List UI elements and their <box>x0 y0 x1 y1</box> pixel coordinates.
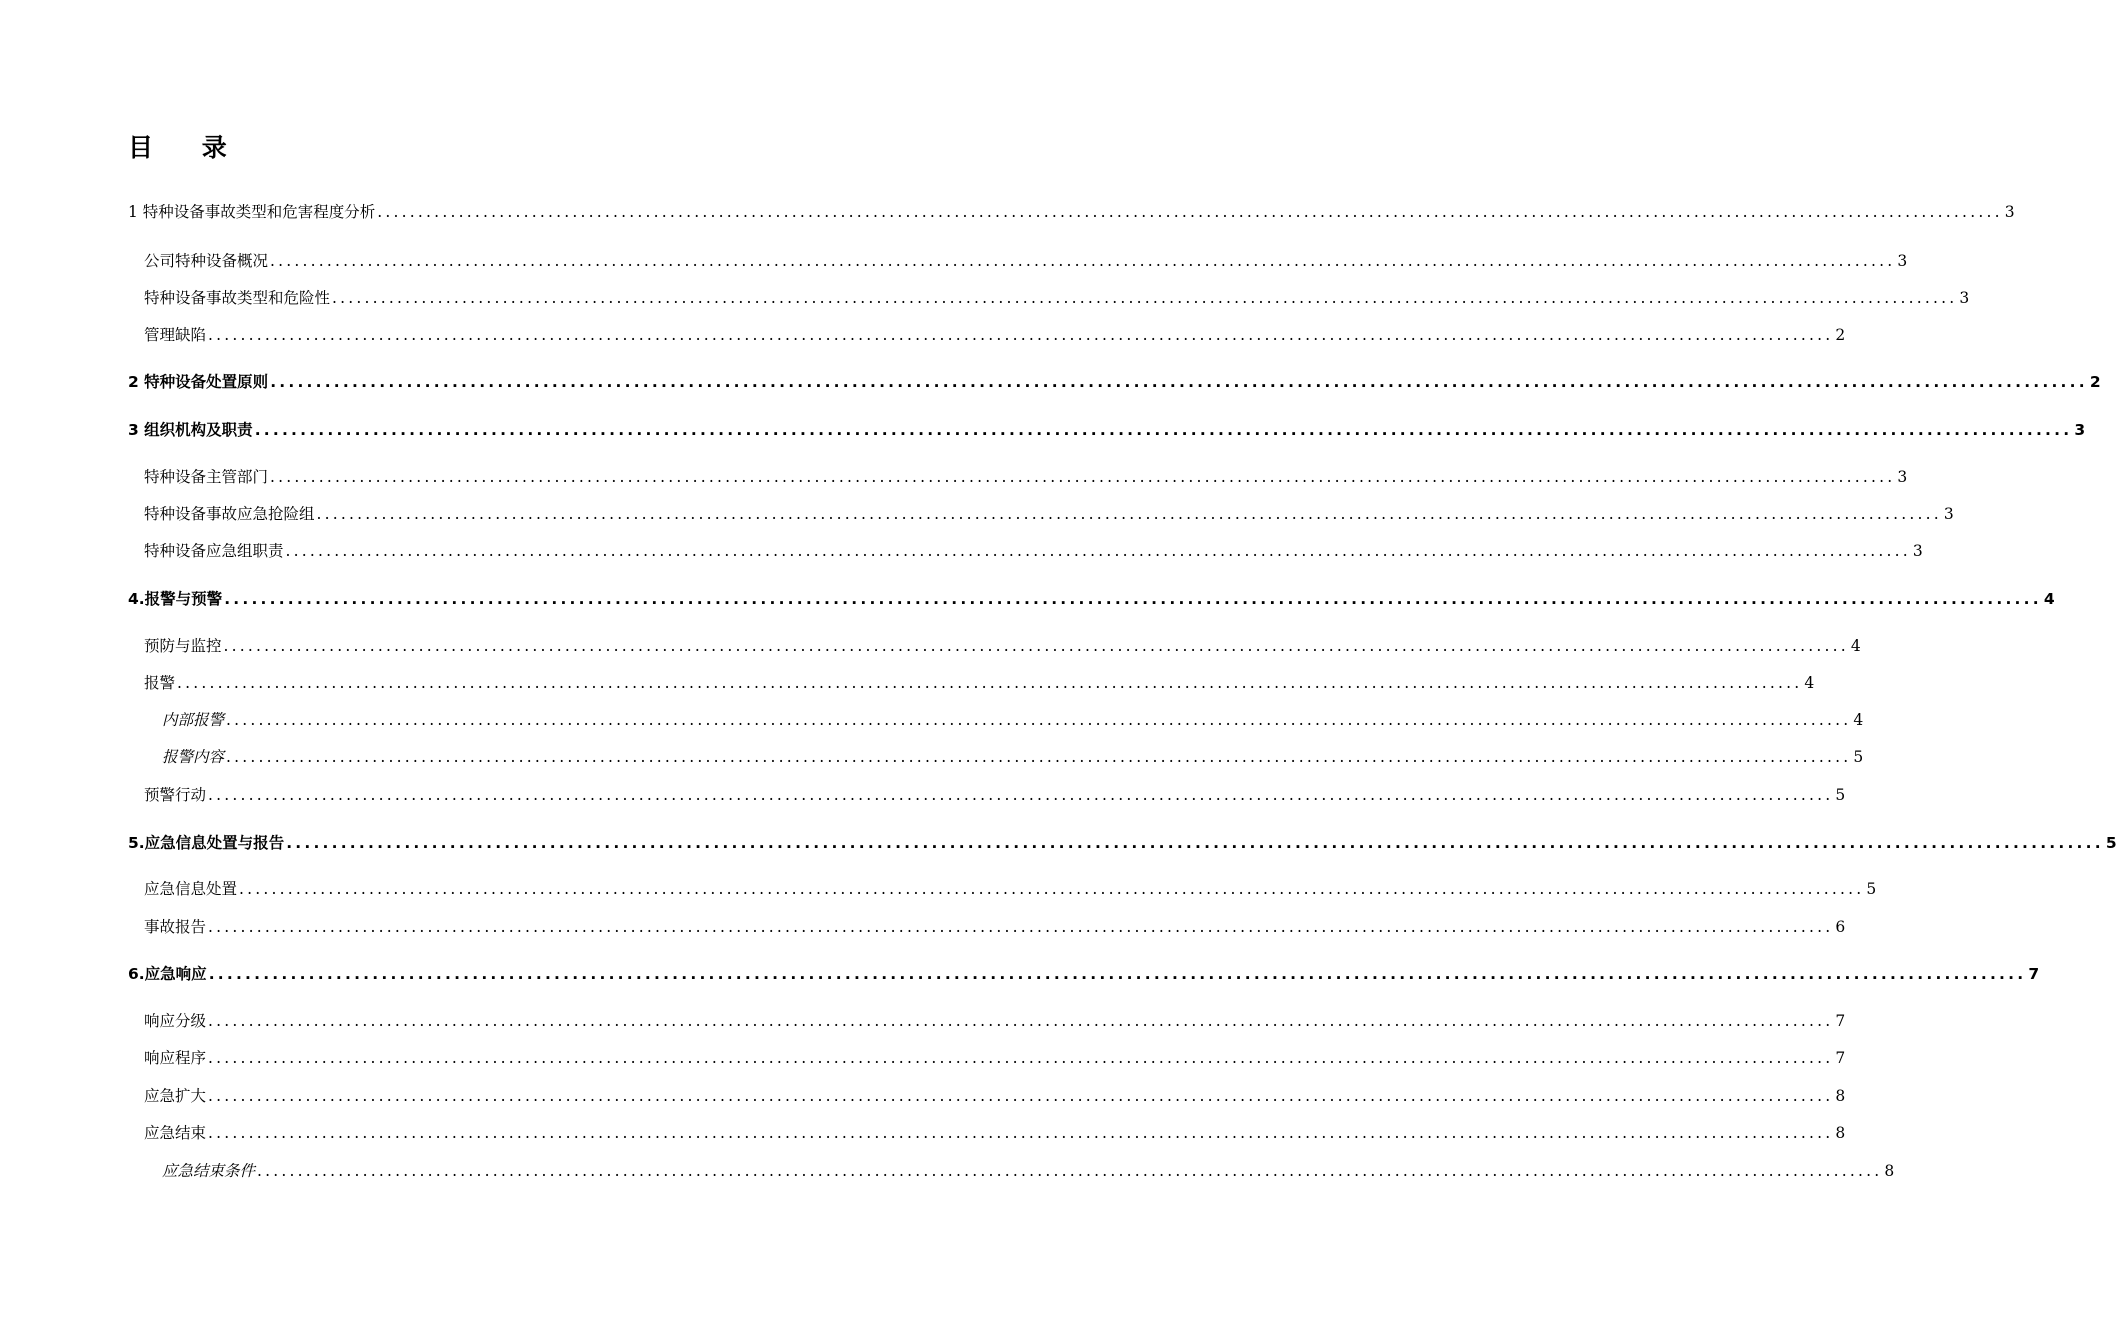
toc-entry-text: 4.报警与预警 <box>128 590 223 608</box>
toc-page-number: 5 <box>1835 786 1846 804</box>
toc-entry-text: 应急结束 <box>144 1124 207 1142</box>
toc-page-number: 3 <box>1897 468 1908 486</box>
toc-entry-text: 1 特种设备事故类型和危害程度分析 <box>128 203 376 221</box>
toc-entry[interactable] <box>162 708 1864 732</box>
toc-entry[interactable] <box>144 671 1815 695</box>
toc-entry[interactable] <box>144 249 1908 273</box>
toc-entry[interactable] <box>144 915 1846 939</box>
toc-entry-text: 应急结束条件 <box>162 1162 256 1180</box>
toc-entry-text: 特种设备事故类型和危险性 <box>144 289 331 307</box>
toc-dot-leader: ........................................................................................................................................................................................................ <box>177 674 1803 692</box>
toc-page-number: 5 <box>1866 880 1877 898</box>
toc-dot-leader: ........................................................................................................................................................................................................ <box>377 203 2003 221</box>
toc-page-number: 2 <box>2089 373 2101 391</box>
toc-page-number: 8 <box>1835 1087 1846 1105</box>
toc-page-number: 3 <box>2004 203 2015 221</box>
toc-page-number: 3 <box>1912 542 1923 560</box>
toc-entry[interactable] <box>144 1009 1846 1033</box>
toc-dot-leader: ........................................................................................................................................................................................................ <box>270 468 1896 486</box>
toc-entry-text: 特种设备应急组职责 <box>144 542 284 560</box>
toc-entry[interactable] <box>144 539 1923 563</box>
toc-page-number: 3 <box>1897 252 1908 270</box>
toc-dot-leader: ........................................................................................................................................................................................................ <box>316 505 1942 523</box>
toc-dot-leader: ........................................................................................................................................................................................................ <box>286 834 2104 852</box>
toc-entry-text: 报警内容 <box>162 748 225 766</box>
toc-dot-leader: ........................................................................................................................................................................................................ <box>270 252 1896 270</box>
toc-page-number: 3 <box>2074 421 2086 439</box>
toc-page-number: 7 <box>1835 1049 1846 1067</box>
toc-entry[interactable] <box>162 1159 1895 1183</box>
toc-dot-leader: ........................................................................................................................................................................................................ <box>332 289 1958 307</box>
toc-entry-text: 特种设备主管部门 <box>144 468 269 486</box>
toc-page-number: 3 <box>1943 505 1954 523</box>
toc-entry-text: 6.应急响应 <box>128 965 207 983</box>
toc-dot-leader: ........................................................................................................................................................................................................ <box>254 421 2073 439</box>
toc-page-number: 4 <box>2043 590 2055 608</box>
toc-entry[interactable] <box>144 783 1846 807</box>
toc-dot-leader: ........................................................................................................................................................................................................ <box>208 326 1834 344</box>
toc-dot-leader: ........................................................................................................................................................................................................ <box>208 1012 1834 1030</box>
toc-entry[interactable] <box>144 502 1954 526</box>
toc-entry[interactable] <box>144 1084 1846 1108</box>
toc-entry-text: 响应分级 <box>144 1012 207 1030</box>
toc-entry-text: 3 组织机构及职责 <box>128 421 253 439</box>
toc-entry-text: 公司特种设备概况 <box>144 252 269 270</box>
toc-dot-leader: ........................................................................................................................................................................................................ <box>257 1162 1883 1180</box>
toc-entry[interactable] <box>128 200 2015 224</box>
toc-page-number: 6 <box>1835 918 1846 936</box>
toc-entry-text: 2 特种设备处置原则 <box>128 373 269 391</box>
toc-dot-leader: ........................................................................................................................................................................................................ <box>226 711 1852 729</box>
toc-dot-leader: ........................................................................................................................................................................................................ <box>239 880 1865 898</box>
toc-entry[interactable] <box>144 465 1908 489</box>
toc-entry[interactable] <box>128 418 2086 442</box>
toc-entry-text: 5.应急信息处置与报告 <box>128 834 285 852</box>
toc-page-number: 5 <box>2105 834 2117 852</box>
toc-entry-text: 内部报警 <box>162 711 225 729</box>
toc-entry-text: 应急信息处置 <box>144 880 238 898</box>
toc-page-number: 4 <box>1804 674 1815 692</box>
toc-dot-leader: ........................................................................................................................................................................................................ <box>224 590 2042 608</box>
toc-entry-text: 报警 <box>144 674 176 692</box>
toc-page-number: 4 <box>1850 637 1861 655</box>
toc-page-number: 5 <box>1853 748 1864 766</box>
toc-dot-leader: ........................................................................................................................................................................................................ <box>285 542 1911 560</box>
toc-entry-text: 特种设备事故应急抢险组 <box>144 505 315 523</box>
toc-entry-text: 预警行动 <box>144 786 207 804</box>
toc-dot-leader: ........................................................................................................................................................................................................ <box>208 1049 1834 1067</box>
toc-dot-leader: ........................................................................................................................................................................................................ <box>270 373 2088 391</box>
toc-entry[interactable] <box>128 831 2117 855</box>
toc-page-number: 3 <box>1959 289 1970 307</box>
toc-entry-text: 管理缺陷 <box>144 326 207 344</box>
toc-page-number: 8 <box>1835 1124 1846 1142</box>
toc-heading: 目 录 <box>128 133 247 162</box>
toc-entry[interactable] <box>128 370 2101 394</box>
toc-entry[interactable] <box>144 286 1970 310</box>
toc-dot-leader: ........................................................................................................................................................................................................ <box>208 786 1834 804</box>
toc-dot-leader: ........................................................................................................................................................................................................ <box>208 965 2027 983</box>
toc-entry[interactable] <box>144 877 1877 901</box>
toc-entry[interactable] <box>162 745 1864 769</box>
toc-entry-text: 事故报告 <box>144 918 207 936</box>
toc-page-number: 4 <box>1853 711 1864 729</box>
toc-dot-leader: ........................................................................................................................................................................................................ <box>208 1087 1834 1105</box>
toc-entry[interactable] <box>144 1046 1846 1070</box>
toc-entry[interactable] <box>144 323 1846 347</box>
toc-dot-leader: ........................................................................................................................................................................................................ <box>223 637 1849 655</box>
toc-entry[interactable] <box>144 1121 1846 1145</box>
toc-dot-leader: ........................................................................................................................................................................................................ <box>208 918 1834 936</box>
toc-entry-text: 预防与监控 <box>144 637 222 655</box>
toc-page-number: 7 <box>2028 965 2040 983</box>
toc-page-number: 2 <box>1835 326 1846 344</box>
toc-dot-leader: ........................................................................................................................................................................................................ <box>226 748 1852 766</box>
toc-entry-text: 响应程序 <box>144 1049 207 1067</box>
toc-entry[interactable] <box>128 587 2055 611</box>
toc-entry[interactable] <box>144 634 1861 658</box>
toc-page-number: 8 <box>1884 1162 1895 1180</box>
toc-entry[interactable] <box>128 962 2040 986</box>
toc-entry-text: 应急扩大 <box>144 1087 207 1105</box>
toc-page-number: 7 <box>1835 1012 1846 1030</box>
toc-dot-leader: ........................................................................................................................................................................................................ <box>208 1124 1834 1142</box>
